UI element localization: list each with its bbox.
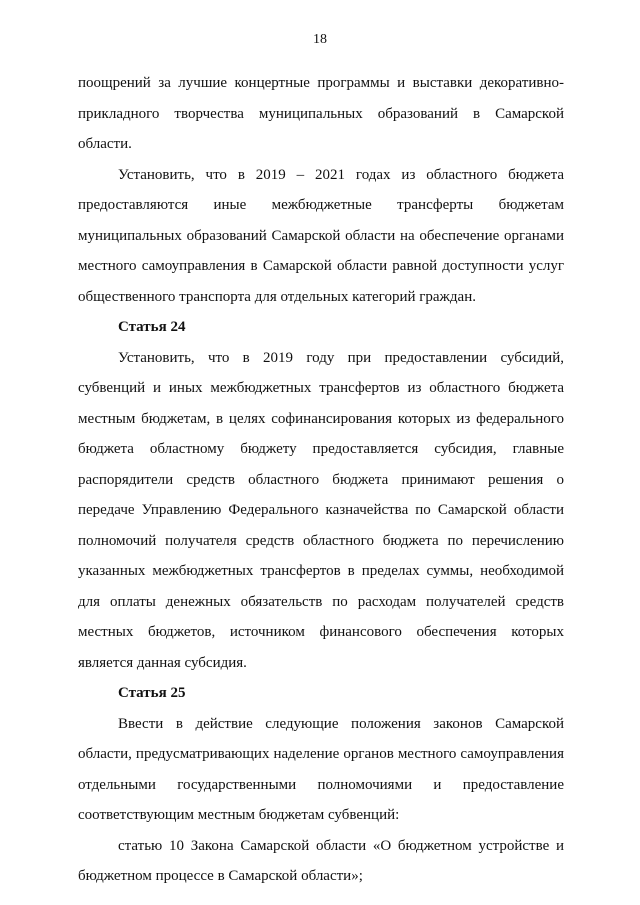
article-25-text: Ввести в действие следующие положения законов Самарской области, предусматривающих наделение органов местного самоуправления отдельными государственными полномочиями и предоставление соответствующим местным бюджетам субвенций: — [78, 715, 564, 823]
article-25-heading: Статья 25 — [118, 685, 186, 701]
paragraph-continuation: поощрений за лучшие концертные программы и выставки декоративно-прикладного творчества муниципальных образований в Самарской области. — [78, 75, 564, 152]
article-24-text: Установить, что в 2019 году при предоставлении субсидий, субвенций и иных межбюджетных трансфертов из областного бюджета местным бюджетам, в целях софинансирования которых из федерального бюджета областному бюджету предоставляется субсидия, главные распорядители средств областного бюджета принимают решения о передаче Управлению Федерального казначейства по Самарской области полномочий получателя средств областного бюджета по перечислению указанных межбюджетных трансфертов в пределах суммы, необходимой для оплаты денежных обязательств по расходам получателей средств местных бюджетов, источником финансового обеспечения которых является данная субсидия. — [78, 349, 564, 671]
paragraph-transfers-2019-2021: Установить, что в 2019 – 2021 годах из областного бюджета предоставляются иные межбюджетные трансферты бюджетам муниципальных образований Самарской области на обеспечение органами местного самоуправления в Самарской области равной доступности услуг общественного транспорта для отдельных категорий граждан. — [78, 166, 564, 305]
page-number: 18 — [313, 32, 327, 47]
article-25-item-statute-10: статью 10 Закона Самарской области «О бюджетном устройстве и бюджетном процессе в Самарской области»; — [78, 837, 564, 884]
document-body — [78, 68, 564, 892]
article-24-heading: Статья 24 — [118, 319, 186, 335]
